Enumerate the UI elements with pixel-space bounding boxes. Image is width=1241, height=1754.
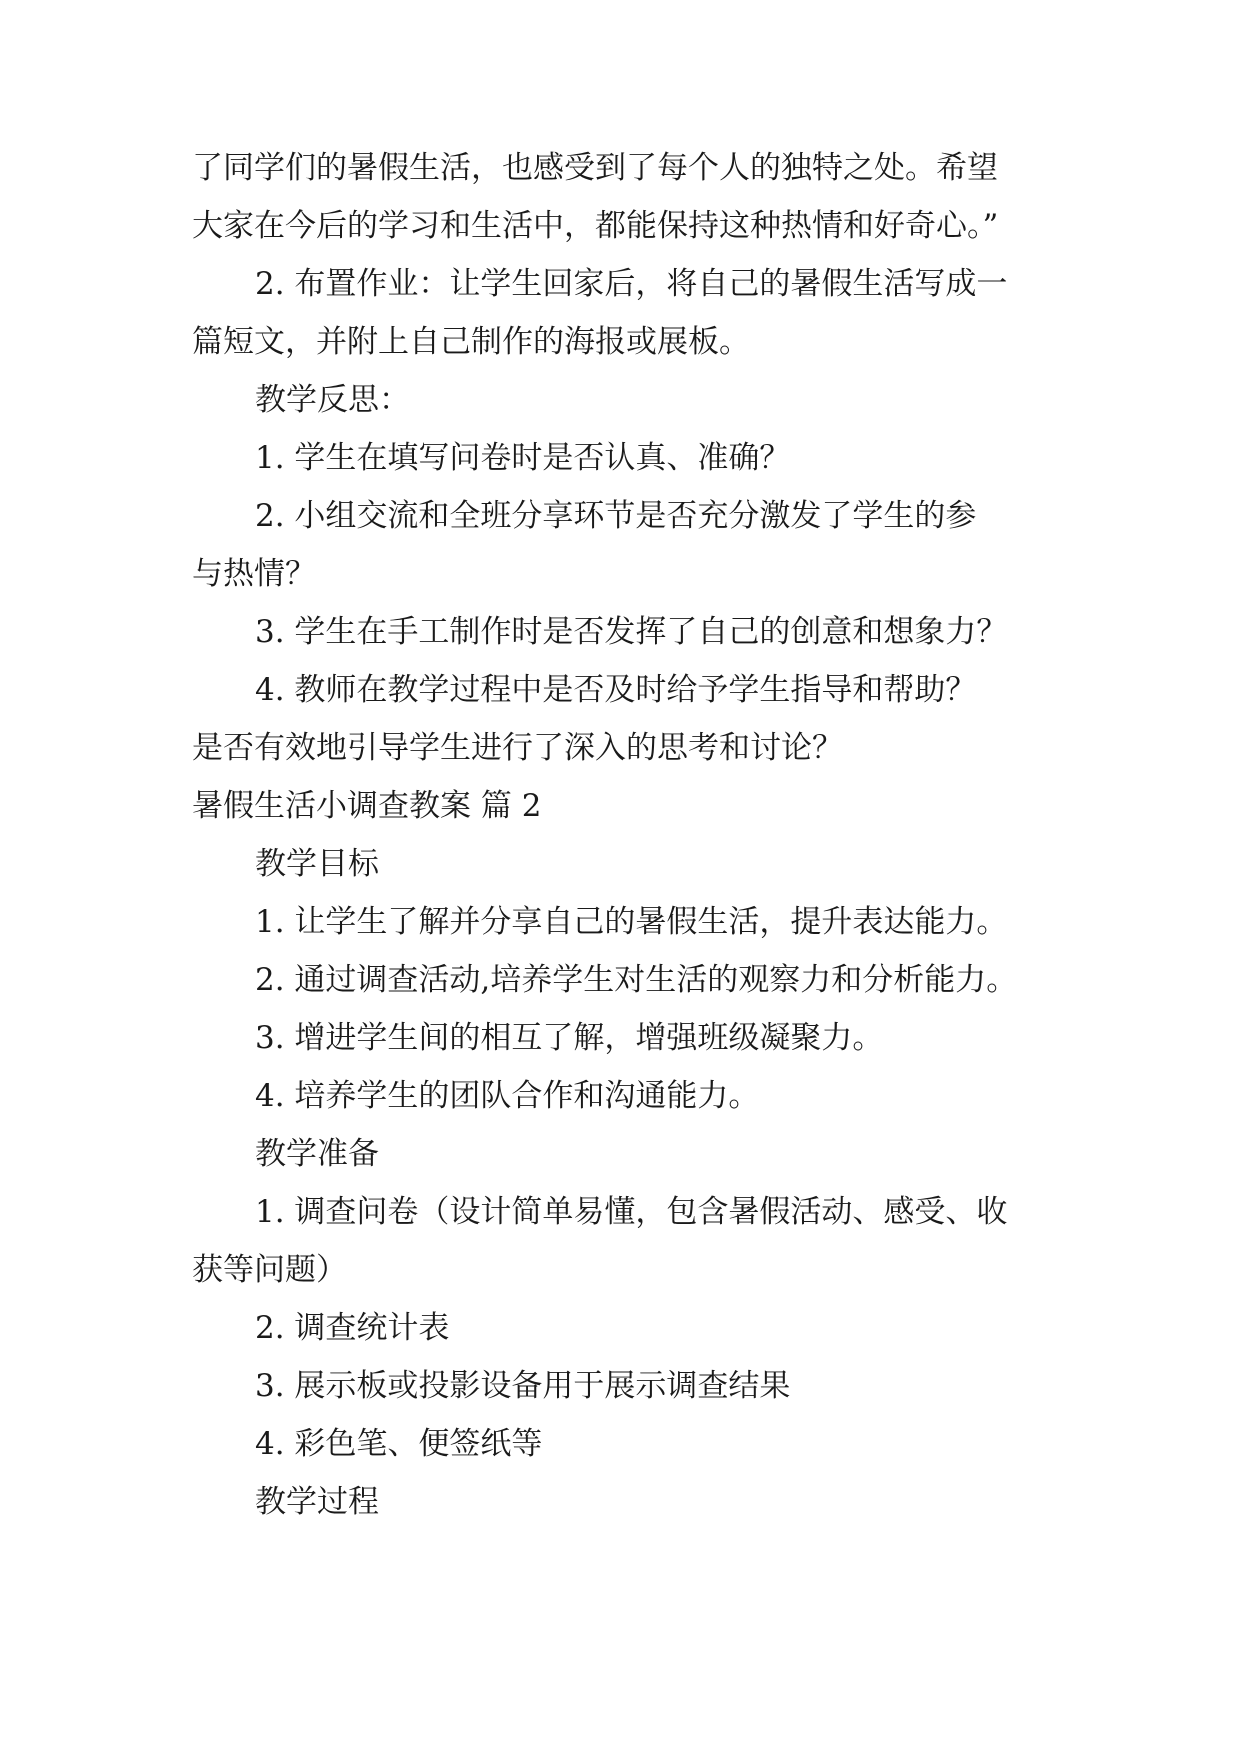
list-item: 1. 学生在填写问卷时是否认真、准确？ (255, 440, 791, 476)
list-item-continuation: 获等问题） (192, 1252, 347, 1288)
article-title: 暑假生活小调查教案 篇 2 (192, 788, 542, 824)
paragraph-line: 了同学们的暑假生活，也感受到了每个人的独特之处。希望 (192, 150, 998, 186)
list-item: 2. 调查统计表 (255, 1310, 450, 1346)
paragraph-line: 篇短文，并附上自己制作的海报或展板。 (192, 324, 750, 360)
section-heading: 教学目标 (255, 846, 379, 882)
list-item: 4. 彩色笔、便签纸等 (255, 1426, 543, 1462)
list-item: 3. 增进学生间的相互了解，增强班级凝聚力。 (255, 1020, 884, 1056)
list-item-continuation: 与热情？ (192, 556, 316, 592)
list-item: 3. 展示板或投影设备用于展示调查结果 (255, 1368, 791, 1404)
list-item-continuation: 是否有效地引导学生进行了深入的思考和讨论？ (192, 730, 843, 766)
list-item: 2. 小组交流和全班分享环节是否充分激发了学生的参 (255, 498, 977, 534)
list-item: 4. 培养学生的团队合作和沟通能力。 (255, 1078, 760, 1114)
section-heading: 教学反思： (255, 382, 410, 418)
list-item: 2. 通过调查活动,培养学生对生活的观察力和分析能力。 (255, 962, 1018, 998)
paragraph-line: 2. 布置作业：让学生回家后，将自己的暑假生活写成一 (255, 266, 1008, 302)
list-item: 1. 调查问卷（设计简单易懂，包含暑假活动、感受、收 (255, 1194, 1008, 1230)
section-heading: 教学准备 (255, 1136, 379, 1172)
list-item: 3. 学生在手工制作时是否发挥了自己的创意和想象力？ (255, 614, 1008, 650)
paragraph-line: 大家在今后的学习和生活中，都能保持这种热情和好奇心。” (192, 208, 999, 244)
list-item: 1. 让学生了解并分享自己的暑假生活，提升表达能力。 (255, 904, 1008, 940)
list-item: 4. 教师在教学过程中是否及时给予学生指导和帮助？ (255, 672, 977, 708)
section-heading: 教学过程 (255, 1484, 379, 1520)
